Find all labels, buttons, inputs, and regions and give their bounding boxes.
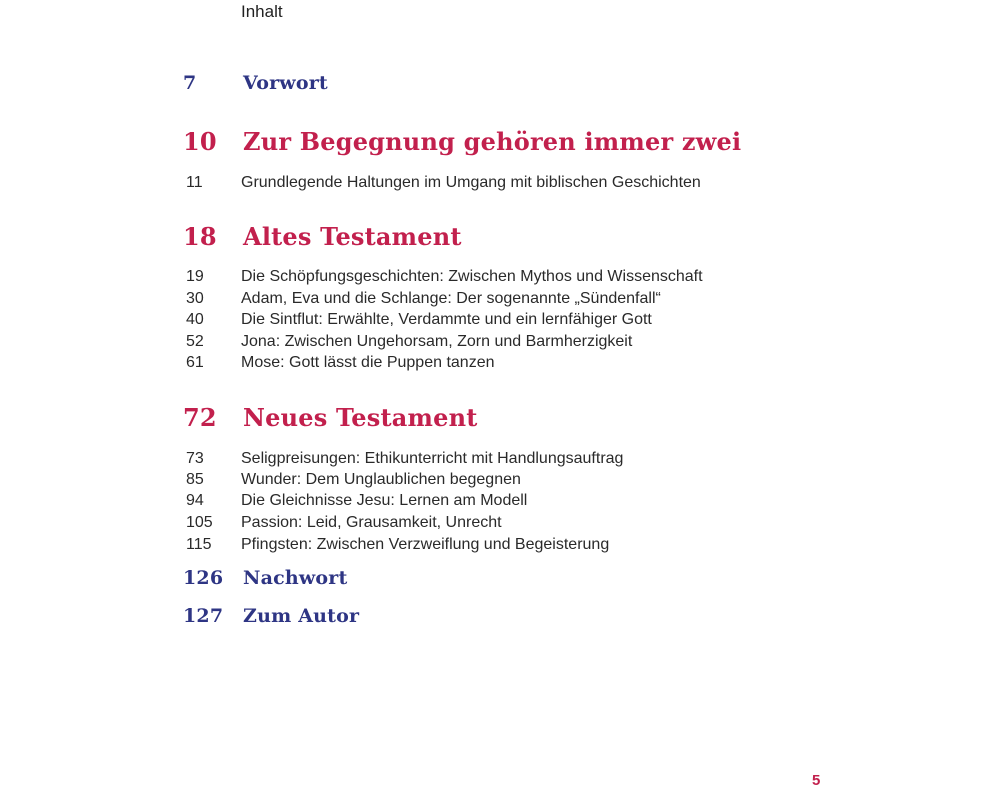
page-header-title: Inhalt	[241, 2, 283, 21]
toc-entry-title: Nachwort	[243, 567, 348, 589]
toc-entry-title: Die Schöpfungsgeschichten: Zwischen Mythos und Wissenschaft	[241, 268, 703, 285]
toc-entry-title: Wunder: Dem Unglaublichen begegnen	[241, 471, 521, 488]
toc-page-number: 72	[183, 403, 217, 432]
toc-entry-title: Die Sintflut: Erwählte, Verdammte und ein lernfähiger Gott	[241, 311, 652, 328]
toc-section-title: Altes Testament	[243, 222, 462, 251]
toc-section-title: Neues Testament	[243, 403, 478, 432]
toc-page-number: 11	[186, 174, 203, 191]
toc-page-number: 30	[186, 290, 204, 307]
toc-entry-title: Die Gleichnisse Jesu: Lernen am Modell	[241, 492, 528, 509]
toc-section-title: Zur Begegnung gehören immer zwei	[243, 127, 742, 156]
toc-page-number: 61	[186, 354, 204, 371]
toc-page-number: 18	[183, 222, 217, 251]
footer-page-number: 5	[812, 772, 821, 789]
toc-page-number: 7	[183, 72, 197, 94]
toc-entry-title: Passion: Leid, Grausamkeit, Unrecht	[241, 514, 502, 531]
toc-entry-title: Vorwort	[243, 72, 328, 94]
toc-page-number: 19	[186, 268, 204, 285]
toc-page-number: 126	[183, 567, 224, 589]
toc-page-number: 10	[183, 127, 217, 156]
toc-entry-title: Jona: Zwischen Ungehorsam, Zorn und Barmherzigkeit	[241, 333, 633, 350]
toc-entry-title: Pfingsten: Zwischen Verzweiflung und Begeisterung	[241, 536, 610, 553]
toc-page-number: 52	[186, 333, 204, 350]
toc-page-number: 94	[186, 492, 204, 509]
toc-entry-title: Zum Autor	[243, 605, 360, 627]
toc-page-number: 73	[186, 450, 204, 467]
toc-entry-title: Grundlegende Haltungen im Umgang mit biblischen Geschichten	[241, 174, 701, 191]
toc-entry-title: Mose: Gott lässt die Puppen tanzen	[241, 354, 495, 371]
toc-page-number: 85	[186, 471, 204, 488]
toc-entry-title: Seligpreisungen: Ethikunterricht mit Handlungsauftrag	[241, 450, 624, 467]
toc-page-number: 40	[186, 311, 204, 328]
toc-entry-title: Adam, Eva und die Schlange: Der sogenannte „Sündenfall“	[241, 290, 661, 307]
toc-page-number: 105	[186, 514, 213, 531]
toc-page-number: 127	[183, 605, 224, 627]
toc-page-number: 115	[186, 536, 212, 553]
